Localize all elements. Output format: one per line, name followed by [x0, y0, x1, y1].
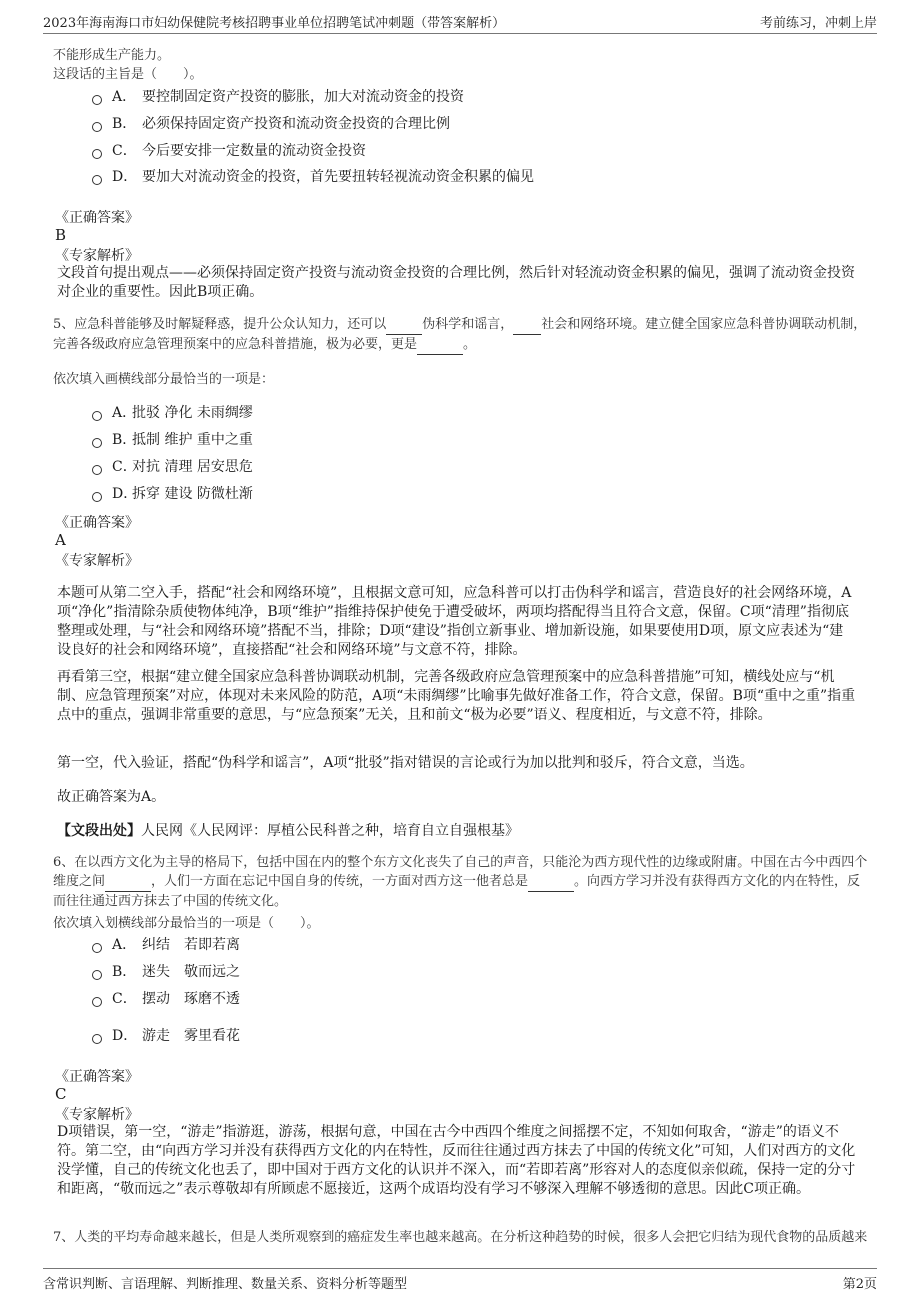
radio-icon[interactable]: [92, 411, 102, 421]
question-5-stem: 5、应急科普能够及时解疑释惑，提升公众认知力，还可以 伪科学和谣言， 社会和网络环境。建立健全国家应急科普协调联动机制， 完善各级政府应急管理预案中的应急科普措施，极为必要，更是 。: [53, 315, 868, 355]
q5-option-c[interactable]: C． 对抗 清理 居安思危: [92, 456, 253, 476]
source-label: 【文段出处】: [57, 823, 141, 839]
q6-option-d-text: 游走 雾里看花: [142, 1028, 240, 1044]
header-divider: [43, 33, 877, 34]
q5-analysis-p1: 本题可从第二空入手，搭配“社会和网络环境”，且根据文意可知，应急科普可以打击伪科学和谣言，营造良好的社会网络环境，A项“净化”指清除杂质使物体纯净，B项“维护”指维持保护使免于遭受破坏，两项均搭配得当且符合文意，保留。C项“清理”指彻底整理或处理，与“社会和网络环境”搭配不当，排除；D项“建设”指创立新事业、增加新设施，如果要使用D项，原文应表述为“建设良好的社会和网络环境”，直接搭配“社会和网络环境”与文意不符，排除。: [57, 585, 852, 658]
radio-icon[interactable]: [92, 492, 102, 502]
q6-option-c[interactable]: C． 摆动 琢磨不透: [92, 988, 240, 1008]
q5-option-a[interactable]: A． 批驳 净化 未雨绸缪: [92, 402, 253, 422]
q5-analysis-label: 《专家解析》: [55, 553, 139, 569]
q5-analysis-p3: 第一空，代入验证，搭配“伪科学和谣言”，A项“批驳”指对错误的言论或行为加以批判和驳斥，符合文意，当选。: [57, 755, 754, 771]
q5-option-b[interactable]: B． 抵制 维护 重中之重: [92, 429, 253, 449]
q5-answer-label: 《正确答案》: [55, 515, 139, 531]
header-slogan: 考前练习，冲刺上岸: [759, 16, 877, 31]
q4-option-d[interactable]: D． 要加大对流动资金的投资，首先要扭转轻视流动资金积累的偏见: [92, 166, 534, 186]
footer-topics: 含常识判断、言语理解、判断推理、数量关系、资料分析等题型: [43, 1277, 408, 1292]
question-4-continuation: 不能形成生产能力。: [53, 48, 171, 63]
q6-answer-label: 《正确答案》: [55, 1069, 139, 1085]
q6-analysis: D项错误，第一空，“游走”指游逛，游荡，根据句意，中国在古今中西四个维度之间摇摆不定，不知如何取舍，“游走”的语义不符。第二空，由“向西方学习并没有获得西方文化的内在特性，反而往往通过西方抹去了中国的传统文化”可知，人们对西方的文化没学懂，自己的传统文化也丢了，即中国对于西方文化的认识并不深入，而“若即若离”形容对人的态度似亲似疏，保持一定的分寸和距离，“敬而远之”表示尊敬却有所顾虑不愿接近，这两个成语均没有学习不够深入理解不够透彻的意思。因此C项正确。: [57, 1124, 856, 1197]
q6-answer: C: [55, 1085, 67, 1103]
question-4-prompt: 这段话的主旨是（ ）。: [53, 67, 203, 82]
question-6-prompt: 依次填入划横线部分最恰当的一项是（ ）。: [53, 916, 320, 931]
q6-option-c-text: 摆动 琢磨不透: [142, 991, 240, 1007]
q6-option-a[interactable]: A． 纠结 若即若离: [92, 934, 240, 954]
q5-source: [57, 820, 519, 840]
radio-icon[interactable]: [92, 1034, 102, 1044]
q4-analysis-label: 《专家解析》: [55, 248, 139, 264]
q4-option-b[interactable]: B． 必须保持固定资产投资和流动资金投资的合理比例: [92, 113, 450, 133]
q4-option-a-text: 要控制固定资产投资的膨胀，加大对流动资金的投资: [142, 89, 464, 105]
radio-icon[interactable]: [92, 465, 102, 475]
radio-icon[interactable]: [92, 175, 102, 185]
q5-option-c-text: 对抗 清理 居安思危: [132, 459, 253, 475]
q4-option-b-text: 必须保持固定资产投资和流动资金投资的合理比例: [142, 116, 450, 132]
q6-analysis-label: 《专家解析》: [55, 1107, 139, 1123]
radio-icon[interactable]: [92, 943, 102, 953]
radio-icon[interactable]: [92, 122, 102, 132]
q5-option-d-text: 拆穿 建设 防微杜渐: [132, 486, 253, 502]
q4-option-a[interactable]: A． 要控制固定资产投资的膨胀，加大对流动资金的投资: [92, 86, 464, 106]
q5-analysis-p2: 再看第三空，根据“建立健全国家应急科普协调联动机制，完善各级政府应急管理预案中的应急科普措施”可知，横线处应与“机制、应急管理预案”对应，体现对未来风险的防范，A项“未雨绸缪”比喻事先做好准备工作，符合文意，保留。B项“重中之重”指重点中的重点，强调非常重要的意思，与“应急预案”无关，且和前文“极为必要”语义、程度相近，与文意不符，排除。: [57, 669, 856, 723]
q5-option-a-text: 批驳 净化 未雨绸缪: [132, 405, 253, 421]
q5-option-b-text: 抵制 维护 重中之重: [132, 432, 253, 448]
source-text: 人民网《人民网评：厚植公民科普之种，培育自立自强根基》: [141, 823, 519, 839]
q4-answer-label: 《正确答案》: [55, 210, 139, 226]
q6-option-b-text: 迷失 敬而远之: [142, 964, 240, 980]
q6-option-a-text: 纠结 若即若离: [142, 937, 240, 953]
radio-icon[interactable]: [92, 997, 102, 1007]
q4-option-c-text: 今后要安排一定数量的流动资金投资: [142, 143, 366, 159]
question-5-prompt: 依次填入画横线部分最恰当的一项是：: [53, 372, 275, 387]
question-6-stem: 6、在以西方文化为主导的格局下，包括中国在内的整个东方文化丧失了自己的声音，只能沦为西方现代性的边缘或附庸。中国在古今中西四个维度之间 ，人们一方面在忘记中国自身的传统，一方面对西方这一他者总是 。向西方学习并没有获得西方文化的内在特性，反而往往通过西方抹去了中国的传统文化。: [53, 855, 868, 909]
radio-icon[interactable]: [92, 970, 102, 980]
footer-divider: [43, 1268, 877, 1269]
q5-option-d[interactable]: D． 拆穿 建设 防微杜渐: [92, 483, 253, 503]
q6-option-d[interactable]: D． 游走 雾里看花: [92, 1025, 240, 1045]
radio-icon[interactable]: [92, 95, 102, 105]
q5-answer: A: [55, 531, 66, 549]
q4-option-c[interactable]: C． 今后要安排一定数量的流动资金投资: [92, 140, 366, 160]
q6-option-b[interactable]: B． 迷失 敬而远之: [92, 961, 240, 981]
question-7-stem: 7、人类的平均寿命越来越长，但是人类所观察到的癌症发生率也越来越高。在分析这种趋势的时候，很多人会把它归结为现代食物的品质越来: [53, 1230, 868, 1245]
q4-option-d-text: 要加大对流动资金的投资，首先要扭转轻视流动资金积累的偏见: [142, 169, 534, 185]
q4-analysis: 文段首句提出观点——必须保持固定资产投资与流动资金投资的合理比例，然后针对轻流动资金积累的偏见，强调了流动资金投资对企业的重要性。因此B项正确。: [57, 265, 855, 300]
page-number: 第2页: [842, 1277, 877, 1292]
q5-analysis-p4: 故正确答案为A。: [57, 789, 166, 805]
radio-icon[interactable]: [92, 438, 102, 448]
document-title: 2023年海南海口市妇幼保健院考核招聘事业单位招聘笔试冲刺题（带答案解析）: [43, 16, 506, 31]
q4-answer: B: [55, 226, 67, 244]
radio-icon[interactable]: [92, 149, 102, 159]
